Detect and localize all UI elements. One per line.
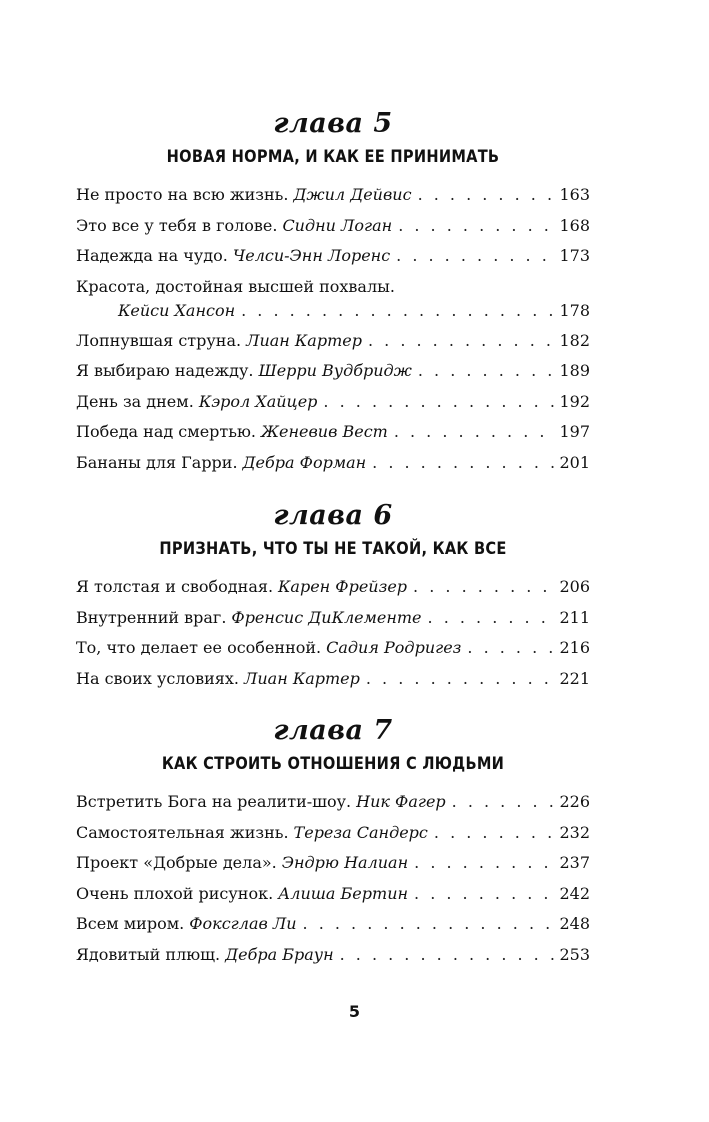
entry-page-number: 253 [559, 944, 590, 964]
chapter-5-section [76, 108, 590, 482]
entry-title: Проект «Добрые дела». [76, 853, 277, 872]
entry-title: Это все у тебя в голове. [76, 215, 278, 235]
toc-entry[interactable] [76, 791, 590, 822]
dot-leader [396, 245, 555, 267]
dot-leader [372, 452, 555, 474]
entry-author: Джил Дейвис [293, 185, 412, 204]
chapter-title: ПРИЗНАТЬ, ЧТО ТЫ НЕ ТАКОЙ, КАК ВСЕ [159, 539, 507, 559]
entry-author: Лиан Картер [246, 330, 362, 350]
entry-title: Победа над смертью. [76, 422, 256, 441]
entry-page-number: 182 [559, 330, 590, 350]
toc-entry[interactable] [76, 276, 590, 330]
chapter-title: НОВАЯ НОРМА, И КАК ЕЕ ПРИНИМАТЬ [166, 147, 500, 167]
entry-author: Кэрол Хайцер [198, 391, 318, 411]
entry-title: Лопнувшая струна. [76, 330, 242, 350]
entry-author: Ник Фагер [356, 792, 446, 811]
dot-leader [394, 421, 556, 443]
entry-title: Очень плохой рисунок. [76, 883, 274, 903]
toc-entry[interactable] [76, 360, 590, 391]
entry-author: Кейси Хансон [118, 300, 236, 320]
entry-author: Эндрю Налиан [281, 853, 409, 872]
entry-page-number: 216 [559, 638, 590, 657]
dot-leader [241, 300, 555, 322]
entry-title: Бананы для Гарри. [76, 452, 238, 472]
dot-leader [452, 791, 556, 813]
entry-title: Внутренний враг. [76, 607, 227, 627]
toc-entry[interactable] [76, 391, 590, 422]
dot-leader [303, 913, 556, 935]
dot-leader [414, 883, 555, 905]
dot-leader [398, 215, 555, 237]
entry-author: Лиан Картер [244, 668, 360, 688]
entry-author: Тереза Сандерс [293, 822, 428, 842]
toc-entry[interactable] [76, 944, 590, 975]
toc-entry[interactable] [76, 637, 590, 668]
page-number: 5 [348, 1002, 361, 1021]
entry-page-number: 189 [559, 361, 590, 380]
entry-title: Встретить Бога на реалити-шоу. [76, 792, 352, 811]
dot-leader [368, 330, 555, 352]
entry-author: Дебра Форман [242, 452, 367, 472]
dot-leader [366, 668, 556, 690]
toc-entry[interactable] [76, 852, 590, 883]
entry-title: Надежда на чудо. [76, 246, 228, 265]
dot-leader [413, 576, 555, 598]
toc-entry[interactable] [76, 576, 590, 607]
entry-page-number: 173 [559, 246, 590, 265]
entry-title: День за днем. [76, 391, 194, 411]
entry-title: Всем миром. [76, 914, 185, 933]
entry-page-number: 201 [559, 452, 590, 472]
entry-page-number: 221 [559, 668, 590, 688]
entry-author: Шерри Вудбридж [258, 361, 412, 380]
toc-entry-list [76, 576, 590, 698]
entry-page-number: 226 [559, 792, 590, 811]
entry-page-number: 206 [559, 577, 590, 596]
toc-entry[interactable] [76, 913, 590, 944]
toc-entry[interactable] [76, 421, 590, 452]
entry-page-number: 168 [559, 215, 590, 235]
entry-title: Я толстая и свободная. [76, 577, 274, 596]
entry-author: Дебра Браун [225, 944, 334, 964]
entry-page-number: 248 [559, 914, 590, 933]
toc-entry[interactable] [76, 668, 590, 699]
dot-leader [340, 944, 556, 966]
toc-entry[interactable] [76, 184, 590, 215]
entry-page-number: 232 [559, 822, 590, 842]
entry-author: Женевив Вест [261, 422, 388, 441]
dot-leader [323, 391, 555, 413]
dot-leader [418, 184, 556, 206]
entry-page-number: 163 [559, 185, 590, 204]
entry-title: На своих условиях. [76, 668, 239, 688]
toc-entry[interactable] [76, 607, 590, 638]
entry-title: Самостоятельная жизнь. [76, 822, 289, 842]
chapter-label: глава 7 [273, 715, 393, 746]
entry-title: Красота, достойная высшей похвалы. [76, 276, 395, 296]
entry-page-number: 242 [559, 883, 590, 903]
toc-entry[interactable] [76, 245, 590, 276]
entry-author: Алиша Бертин [278, 883, 409, 903]
chapter-6-section [76, 500, 590, 698]
toc-entry[interactable] [76, 215, 590, 246]
entry-author: Садия Родригез [326, 638, 462, 657]
chapter-label: глава 6 [273, 500, 393, 531]
entry-author: Карен Фрейзер [278, 577, 408, 596]
dot-leader [418, 360, 556, 382]
entry-author: Фоксглав Ли [189, 914, 297, 933]
dot-leader [467, 637, 555, 659]
chapter-title: КАК СТРОИТЬ ОТНОШЕНИЯ С ЛЮДЬМИ [161, 754, 505, 774]
dot-leader [428, 607, 556, 629]
entry-page-number: 211 [559, 607, 590, 627]
toc-entry[interactable] [76, 822, 590, 853]
toc-entry[interactable] [76, 883, 590, 914]
entry-page-number: 178 [559, 300, 590, 320]
entry-title: То, что делает ее особенной. [76, 638, 322, 657]
chapter-label: глава 5 [273, 108, 393, 139]
entry-title: Я выбираю надежду. [76, 361, 254, 380]
dot-leader [414, 852, 555, 874]
entry-page-number: 192 [559, 391, 590, 411]
chapter-7-section [76, 715, 590, 974]
toc-entry[interactable] [76, 452, 590, 483]
toc-entry-list [76, 184, 590, 482]
dot-leader [434, 822, 556, 844]
entry-title: Ядовитый плющ. [76, 944, 221, 964]
entry-title: Не просто на всю жизнь. [76, 185, 289, 204]
entry-author: Френсис ДиКлементе [231, 607, 422, 627]
toc-entry-list [76, 791, 590, 974]
entry-page-number: 197 [559, 422, 590, 441]
entry-page-number: 237 [559, 853, 590, 872]
toc-entry[interactable] [76, 330, 590, 361]
entry-author: Сидни Логан [282, 215, 393, 235]
entry-author: Челси-Энн Лоренс [232, 246, 391, 265]
